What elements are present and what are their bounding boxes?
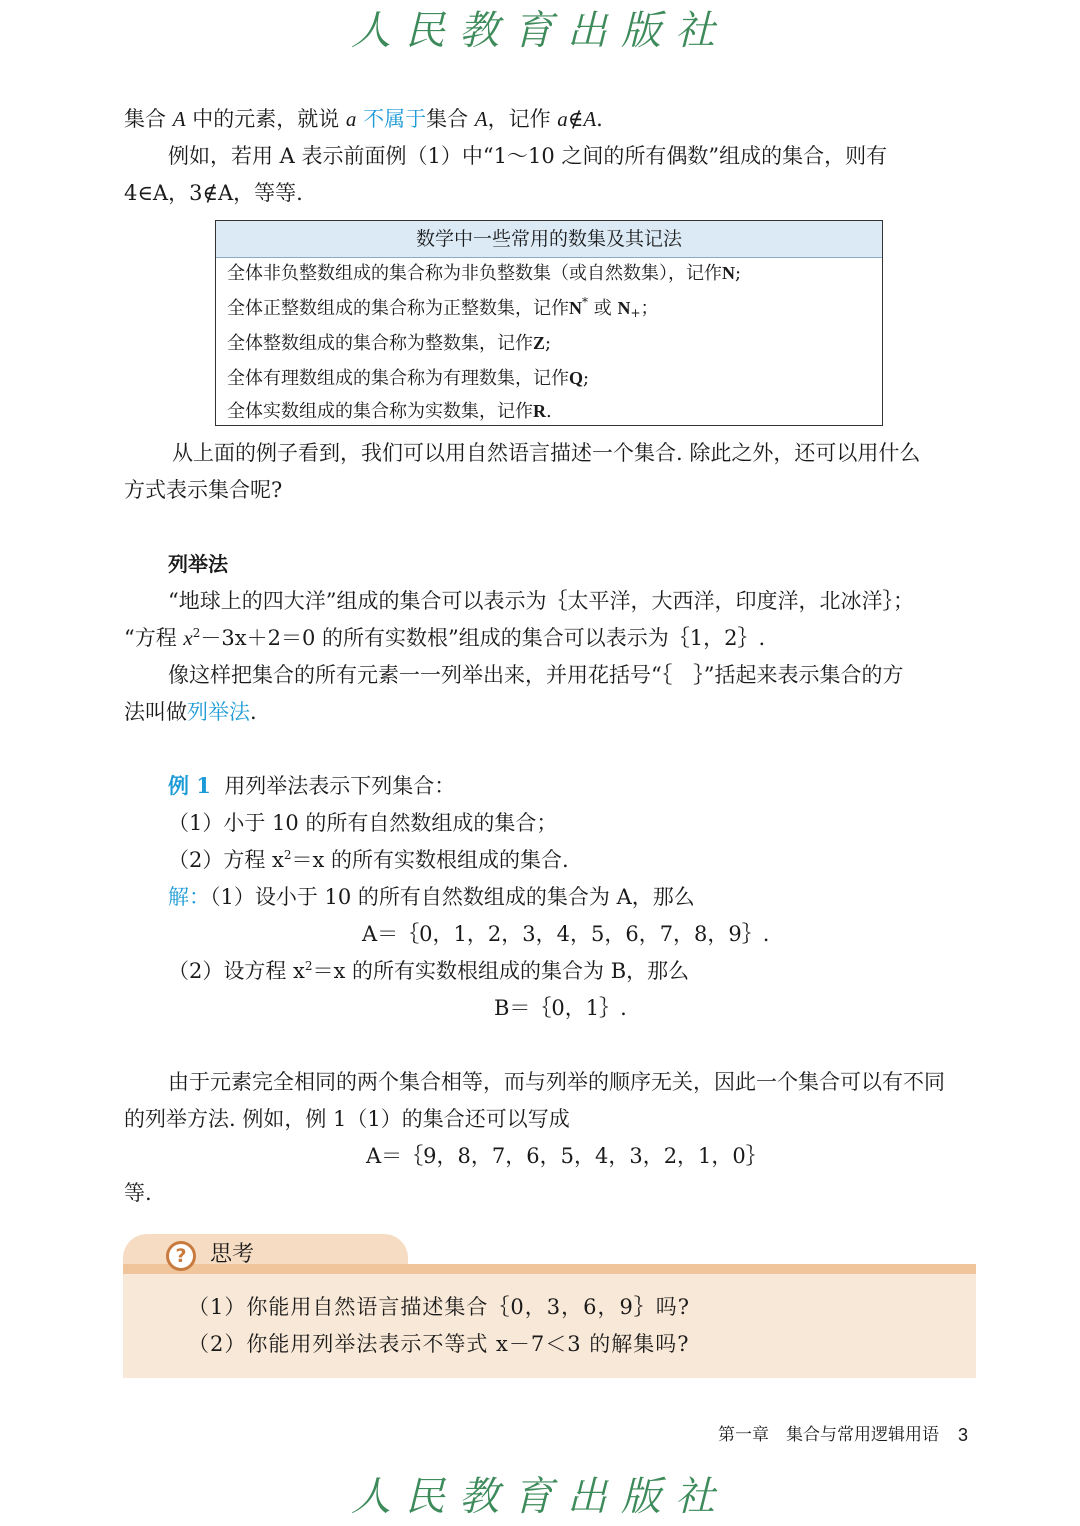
- superscript: *: [582, 295, 588, 309]
- publisher-logo-top: 人民教育出版社: [351, 8, 729, 54]
- listing-line4: [124, 697, 257, 727]
- number-set-row: [227, 366, 589, 391]
- listing-line1: “地球上的四大洋”组成的集合可以表示为｛太平洋，大西洋，印度洋，北冰洋｝；: [168, 589, 914, 613]
- section-heading-listing-method: 列举法: [168, 552, 228, 576]
- page-number: 3: [958, 1425, 969, 1445]
- row-end: ;: [583, 368, 590, 389]
- text: （2）方程 x: [168, 848, 284, 872]
- superscript: 2: [283, 848, 292, 862]
- example-1-question-1: （1）小于 10 的所有自然数组成的集合；: [168, 811, 558, 835]
- row-end: .: [546, 401, 552, 422]
- paragraph-order-end: 等.: [124, 1181, 152, 1205]
- solution-line-1: [168, 882, 695, 912]
- set-symbol: R: [533, 401, 546, 421]
- text: ＝x 的所有实数根组成的集合.: [291, 848, 569, 872]
- text: ，记作: [487, 107, 551, 131]
- number-set-row: [227, 296, 659, 321]
- number-set-row: [227, 261, 741, 286]
- think-box: [123, 1274, 976, 1378]
- row-end: ;: [545, 333, 552, 354]
- text: 法叫做: [124, 700, 187, 724]
- solution-equation-2: B＝｛0，1｝.: [494, 996, 627, 1020]
- text: “方程: [124, 626, 184, 650]
- text: －3x＋2＝0 的所有实数根”组成的集合可以表示为｛1，2｝.: [200, 626, 766, 650]
- paragraph-natural-language-line2: 方式表示集合呢?: [124, 478, 283, 502]
- think-box-title: 思考: [210, 1242, 255, 1267]
- text: 集合: [426, 107, 469, 131]
- solution-line-2: [168, 956, 689, 986]
- text: ＝x 的所有实数根组成的集合为 B，那么: [312, 959, 690, 983]
- text: （1）设小于 10 的所有自然数组成的集合为 A，那么: [210, 885, 695, 909]
- example-1-question-2: [168, 845, 569, 875]
- solution-label: 解：: [168, 885, 210, 909]
- superscript: 2: [304, 959, 313, 973]
- subscript: +: [630, 306, 641, 320]
- text: 中的元素，就说: [192, 107, 340, 131]
- solution-equation-1: A＝｛0，1，2，3，4，5，6，7，8，9｝.: [362, 922, 770, 946]
- set-symbol: N: [617, 298, 631, 318]
- row-end: ;: [735, 263, 742, 284]
- text: 用列举法表示下列集合：: [224, 774, 456, 798]
- row-text: 或: [588, 298, 618, 319]
- example-label: 例 1: [168, 773, 211, 798]
- row-text: 全体正整数组成的集合称为正整数集，记作: [227, 298, 569, 319]
- row-text: 全体实数组成的集合称为实数集，记作: [227, 401, 533, 422]
- reordered-set-equation: A＝｛9，8，7，6，5，4，3，2，1，0｝: [366, 1144, 767, 1168]
- row-text: 全体非负整数组成的集合称为非负整数集（或自然数集），记作: [227, 263, 722, 284]
- keyword-listing-method: 列举法: [187, 700, 250, 724]
- footer-chapter-title: 第一章 集合与常用逻辑用语: [718, 1425, 939, 1445]
- number-set-row: [227, 399, 552, 424]
- question-icon: ?: [166, 1241, 196, 1271]
- paragraph-natural-language-line1: 从上面的例子看到，我们可以用自然语言描述一个集合. 除此之外，还可以用什么: [172, 441, 921, 465]
- set-symbol: Z: [533, 333, 546, 353]
- paragraph-order-line1: 由于元素完全相同的两个集合相等，而与列举的顺序无关，因此一个集合可以有不同: [168, 1070, 945, 1094]
- math-var: a: [345, 107, 357, 131]
- text: 集合: [124, 107, 166, 131]
- math-var: x: [183, 626, 193, 650]
- set-symbol: N: [569, 298, 582, 318]
- superscript: 2: [192, 626, 201, 640]
- publisher-logo-bottom: 人民教育出版社: [351, 1474, 729, 1520]
- example-1-prompt: [168, 771, 455, 801]
- keyword-not-belong: 不属于: [363, 107, 427, 131]
- number-sets-box: [215, 220, 883, 426]
- text: （2）设方程 x: [168, 959, 305, 983]
- row-text: 全体有理数组成的集合称为有理数集，记作: [227, 368, 569, 389]
- paragraph-order-line2: 的列举方法. 例如，例 1（1）的集合还可以写成: [124, 1107, 570, 1131]
- number-set-row: [227, 331, 551, 356]
- paragraph-example-line1: 例如，若用 A 表示前面例（1）中“1～10 之间的所有偶数”组成的集合，则有: [168, 144, 888, 168]
- think-question-1: （1）你能用自然语言描述集合｛0，3，6，9｝吗?: [188, 1295, 691, 1319]
- think-question-2: （2）你能用列举法表示不等式 x－7＜3 的解集吗?: [188, 1332, 690, 1356]
- number-sets-box-title: 数学中一些常用的数集及其记法: [216, 221, 882, 258]
- paragraph-example-line2: 4∈A，3∉A，等等.: [124, 181, 303, 205]
- text: .: [596, 107, 603, 131]
- row-text: 全体整数组成的集合称为整数集，记作: [227, 333, 533, 354]
- set-symbol: N: [722, 263, 735, 283]
- math-var: A: [172, 107, 186, 131]
- listing-line2: [124, 623, 765, 653]
- listing-line3: 像这样把集合的所有元素一一列举出来，并用花括号“｛ ｝”括起来表示集合的方: [168, 663, 904, 687]
- paragraph-not-belong: [124, 104, 603, 134]
- row-end: ；: [640, 298, 659, 319]
- math-expression: a∉A: [557, 107, 597, 131]
- set-symbol: Q: [569, 368, 584, 388]
- math-var: A: [474, 107, 488, 131]
- text: .: [250, 700, 257, 724]
